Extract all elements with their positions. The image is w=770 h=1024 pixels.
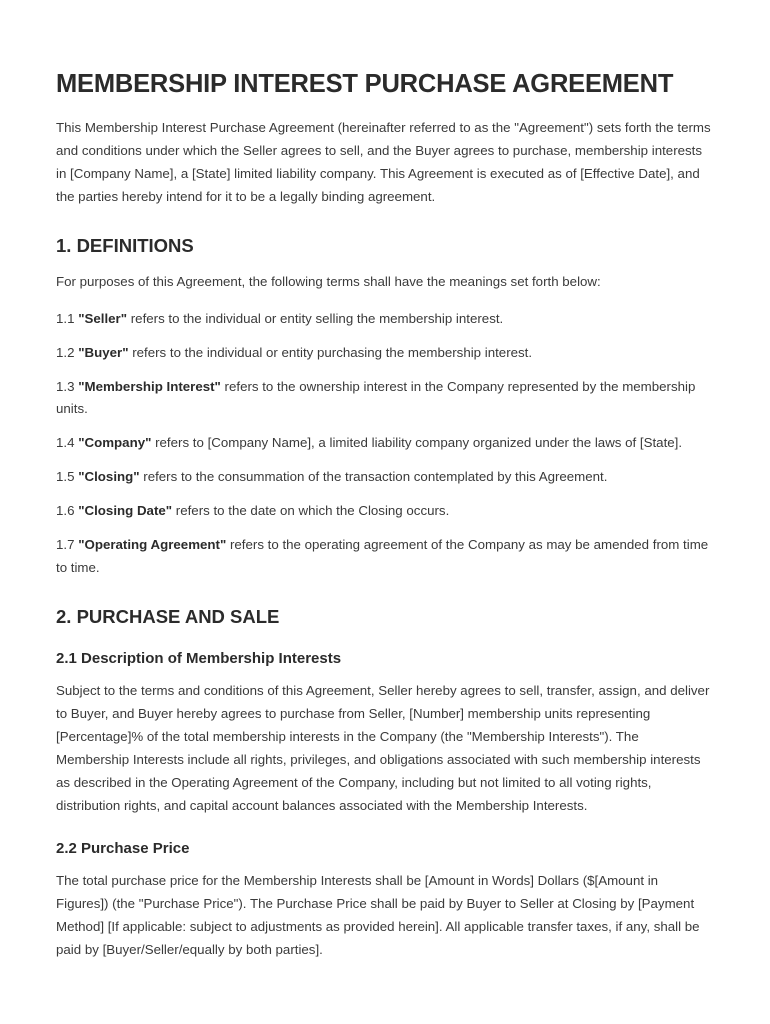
definition-text: refers to the consummation of the transaction contemplated by this Agreement. bbox=[139, 469, 608, 485]
definition-item bbox=[56, 466, 714, 489]
definition-number: 1.2 bbox=[56, 344, 75, 360]
definition-text: refers to the operating agreement of the Company as may be amended from time to time. bbox=[56, 536, 709, 575]
definition-term: "Company" bbox=[78, 435, 152, 451]
section-heading-purchase-and-sale: 2. PURCHASE AND SALE bbox=[56, 605, 280, 627]
definition-number: 1.1 bbox=[56, 310, 75, 326]
definition-text: refers to the date on which the Closing occurs. bbox=[172, 502, 450, 518]
definition-number: 1.5 bbox=[56, 469, 75, 485]
definition-text: refers to the individual or entity selling the membership interest. bbox=[127, 310, 504, 326]
definition-text: refers to [Company Name], a limited liability company organized under the laws of [State]. bbox=[151, 435, 683, 451]
definition-text: refers to the individual or entity purchasing the membership interest. bbox=[128, 344, 533, 360]
definition-term: "Buyer" bbox=[78, 344, 129, 360]
definition-text: refers to the ownership interest in the Company represented by the membership units. bbox=[56, 378, 696, 417]
intro-paragraph: This Membership Interest Purchase Agreement (hereinafter referred to as the "Agreement") sets forth the terms and conditions under which the Seller agrees to sell, and the Buyer agrees to purchase, membership interests in [Company Name], a [State] limited liability company. This Agreement is executed as of [Effective Date], and the parties hereby intend for it to be a legally binding agreement. bbox=[56, 120, 711, 204]
subsection-body-description-of-membership-interests: Subject to the terms and conditions of this Agreement, Seller hereby agrees to sell, transfer, assign, and deliver to Buyer, and Buyer hereby agrees to purchase from Seller, [Number] membership units representing [Percentage]% of the total membership interests in the Company (the "Membership Interests"). The Membership Interests include all rights, privileges, and obligations associated with such membership interests as described in the Operating Agreement of the Company, including but not limited to all voting rights, distribution rights, and capital account balances associated with the Membership Interests. bbox=[56, 683, 710, 813]
subsection-heading-purchase-price: 2.2 Purchase Price bbox=[56, 839, 190, 857]
definition-item bbox=[56, 308, 714, 331]
definition-item bbox=[56, 342, 714, 365]
definition-number: 1.7 bbox=[56, 536, 75, 552]
definitions-lead: For purposes of this Agreement, the following terms shall have the meanings set forth below: bbox=[56, 273, 601, 289]
definition-number: 1.6 bbox=[56, 502, 75, 518]
definition-number: 1.3 bbox=[56, 378, 75, 394]
definition-item bbox=[56, 534, 714, 580]
definition-term: "Membership Interest" bbox=[78, 378, 221, 394]
definition-term: "Closing Date" bbox=[78, 502, 173, 518]
definition-term: "Closing" bbox=[78, 469, 140, 485]
subsection-body-purchase-price: The total purchase price for the Membership Interests shall be [Amount in Words] Dollars ($[Amount in Figures]) (the "Purchase Price"). The Purchase Price shall be paid by Buyer to Seller at Closing by [Payment Method] [If applicable: subject to adjustments as provided herein]. All applicable transfer taxes, if any, shall be paid by [Buyer/Seller/equally by both parties]. bbox=[56, 873, 700, 957]
section-heading-definitions: 1. DEFINITIONS bbox=[56, 234, 194, 256]
definition-number: 1.4 bbox=[56, 435, 75, 451]
page-title: MEMBERSHIP INTEREST PURCHASE AGREEMENT bbox=[56, 70, 674, 98]
definition-item bbox=[56, 376, 714, 422]
definition-item bbox=[56, 432, 714, 455]
definition-term: "Seller" bbox=[78, 310, 128, 326]
subsection-heading-description-of-membership-interests: 2.1 Description of Membership Interests bbox=[56, 649, 342, 667]
definitions-list bbox=[56, 308, 714, 580]
definition-item bbox=[56, 500, 714, 523]
definition-term: "Operating Agreement" bbox=[78, 536, 227, 552]
